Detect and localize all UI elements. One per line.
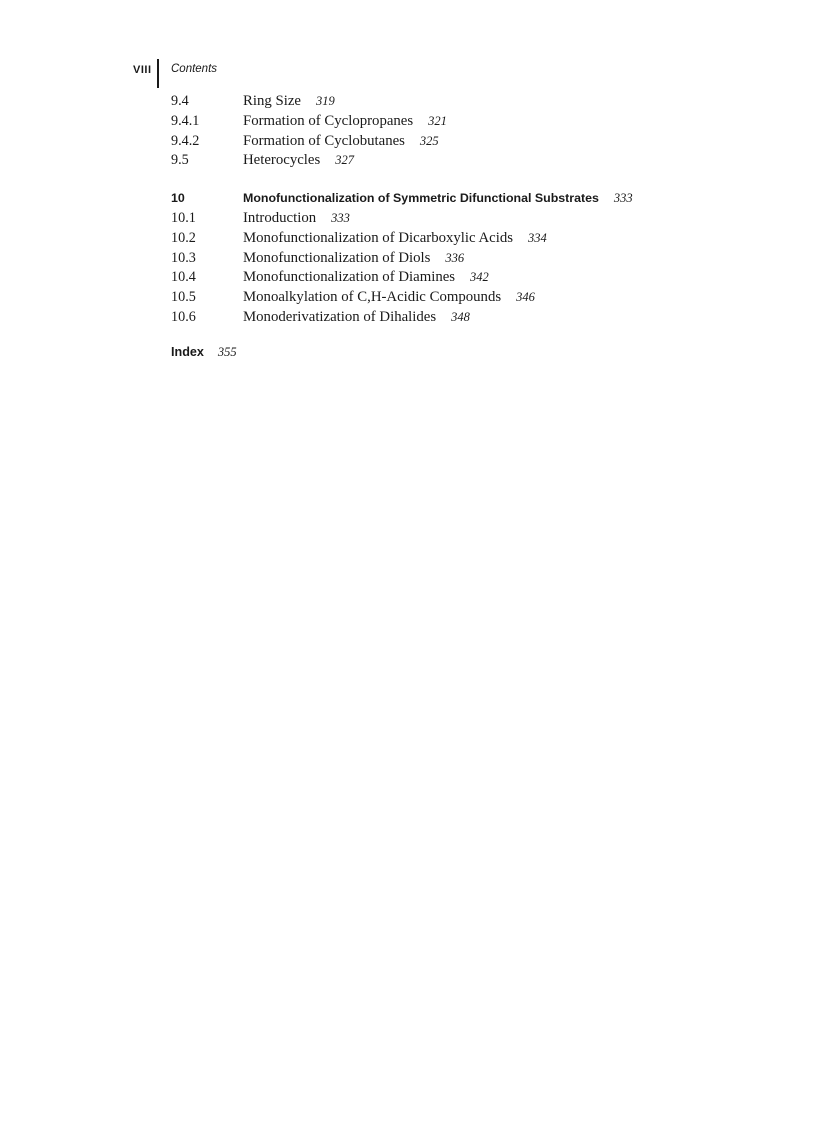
toc-entry [171, 229, 731, 249]
section-9-group [171, 92, 731, 171]
entry-page: 336 [445, 250, 465, 265]
toc-entry [171, 268, 731, 288]
chapter-heading [171, 189, 731, 209]
entry-title: Monoderivatization of Dihalides [243, 308, 437, 325]
index-entry [171, 343, 731, 363]
entry-page: 321 [428, 113, 447, 128]
toc-entry [171, 249, 731, 269]
toc-entry [171, 112, 731, 132]
entry-page: 333 [331, 210, 350, 225]
entry-number: 10.1 [171, 209, 196, 226]
chapter-page: 333 [613, 191, 633, 206]
running-head-title: Contents [171, 63, 218, 75]
entry-number: 10.5 [171, 289, 196, 306]
entry-title: Heterocycles [243, 152, 321, 169]
entry-title: Monofunctionalization of Diols [243, 249, 431, 266]
table-of-contents [171, 92, 731, 363]
entry-page: 334 [527, 230, 547, 245]
entry-title: Formation of Cyclopropanes [243, 112, 414, 129]
entry-number: 9.4.1 [171, 112, 200, 129]
entry-number: 9.5 [171, 152, 189, 169]
entry-number: 9.4 [171, 93, 189, 109]
entry-title: Introduction [243, 209, 317, 226]
header-rule [157, 59, 159, 88]
entry-number: 10.4 [171, 269, 196, 286]
entry-number: 10.2 [171, 229, 196, 246]
toc-entry [171, 209, 731, 229]
entry-page: 325 [419, 133, 439, 148]
toc-entry [171, 151, 731, 171]
toc-entry [171, 308, 731, 328]
entry-title: Ring Size [243, 93, 301, 109]
page-number: VIII [133, 64, 152, 76]
entry-number: 10.6 [171, 308, 196, 325]
toc-entry [171, 92, 731, 112]
entry-number: 9.4.2 [171, 132, 200, 149]
entry-page: 319 [315, 94, 335, 108]
chapter-number: 10 [171, 191, 185, 206]
entry-page: 342 [470, 270, 489, 285]
index-page: 355 [217, 344, 237, 359]
entry-title: Monofunctionalization of Diamines [243, 269, 456, 286]
entry-page: 327 [335, 153, 354, 168]
chapter-title: Monofunctionalization of Symmetric Difunctional Substrates [243, 191, 599, 206]
chapter-10-group [171, 189, 731, 328]
index-label: Index [171, 344, 204, 359]
entry-number: 10.3 [171, 249, 196, 266]
entry-page: 348 [451, 309, 470, 324]
running-header [133, 59, 217, 87]
toc-entry [171, 132, 731, 152]
entry-page: 346 [516, 290, 535, 305]
entry-title: Monoalkylation of C,H-Acidic Compounds [243, 289, 502, 306]
toc-entry [171, 288, 731, 308]
entry-title: Formation of Cyclobutanes [243, 132, 405, 149]
entry-title: Monofunctionalization of Dicarboxylic Acids [243, 229, 513, 246]
